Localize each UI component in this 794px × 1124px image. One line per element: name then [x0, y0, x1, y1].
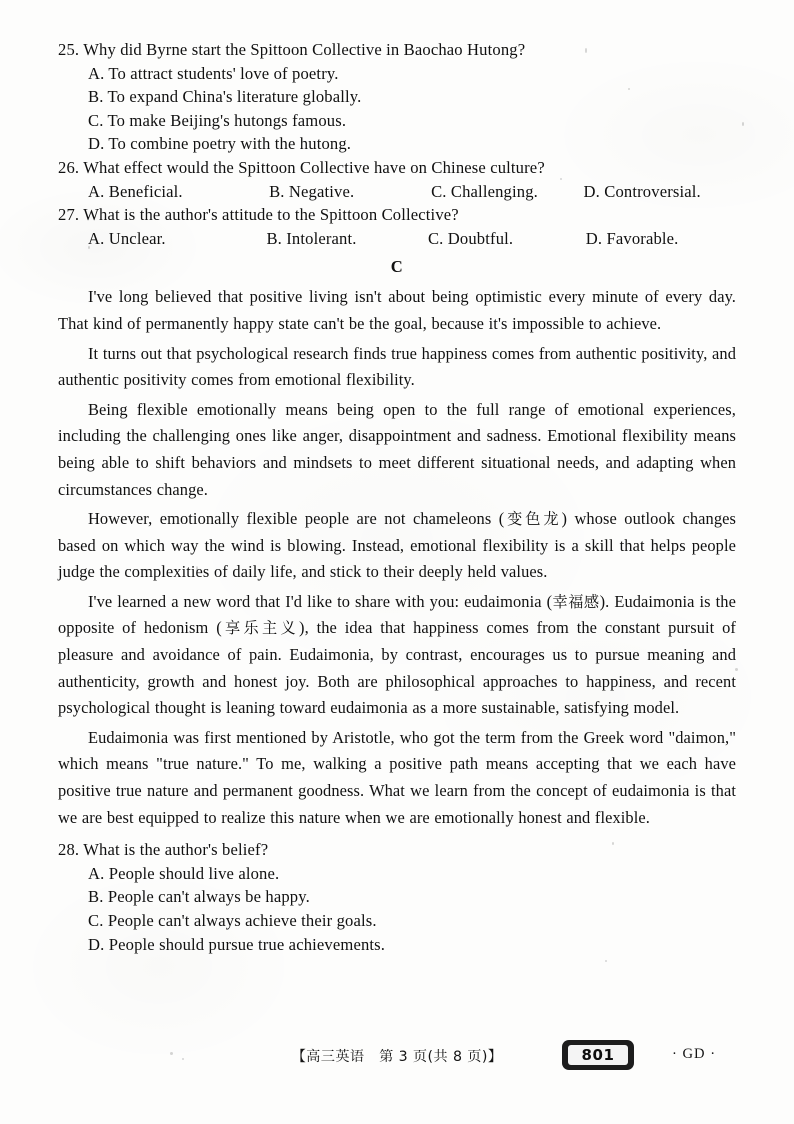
page-code-value: 801 — [568, 1045, 628, 1065]
question-25 — [58, 42, 736, 153]
footer-page-label: 【高三英语 第 3 页(共 8 页)】 — [291, 1049, 503, 1065]
scan-speck — [742, 122, 744, 126]
question-27-option-a[interactable]: A. Unclear. — [88, 228, 166, 248]
question-27-options — [58, 228, 736, 248]
question-27-option-b[interactable]: B. Intolerant. — [266, 228, 357, 248]
question-27-stem: 27. What is the author's attitude to the Spittoon Collective? — [58, 205, 459, 225]
question-26-option-a[interactable]: A. Beneficial. — [88, 181, 183, 201]
passage-paragraph-2: It turns out that psychological research finds true happiness comes from authentic positivity, and authentic positivity comes from emotional flexibility. — [58, 343, 736, 390]
question-28-option-d[interactable]: D. People should pursue true achievements. — [88, 934, 386, 954]
cjk-gloss: 幸福感 — [552, 592, 600, 611]
region-mark: · GD · — [672, 1046, 717, 1062]
cjk-gloss: 变色龙 — [504, 510, 562, 529]
passage-paragraph-1: I've long believed that positive living isn't about being optimistic every minute of every day. That kind of permanently happy state can't be the goal, because it's impossible to achieve. — [58, 287, 736, 333]
question-25-option-a[interactable]: A. To attract students' love of poetry. — [88, 63, 339, 83]
question-28-stem: 28. What is the author's belief? — [58, 840, 269, 860]
question-28-option-a[interactable]: A. People should live alone. — [88, 863, 280, 883]
question-25-stem: 25. Why did Byrne start the Spittoon Collective in Baochao Hutong? — [58, 40, 526, 59]
passage-paragraph-4: However, emotionally flexible people are not chameleons (变色龙) whose outlook changes based on which way the wind is blowing. Instead, emotional flexibility is a skill that helps people judge the complexities of daily life, and stick to their deeply held values. — [58, 509, 736, 582]
question-25-option-c[interactable]: C. To make Beijing's hutongs famous. — [88, 110, 347, 130]
question-27-option-c[interactable]: C. Doubtful. — [427, 228, 514, 248]
question-25-option-d[interactable]: D. To combine poetry with the hutong. — [88, 134, 352, 154]
question-25-option-b[interactable]: B. To expand China's literature globally. — [88, 87, 362, 107]
question-27-option-d[interactable]: D. Favorable. — [585, 228, 679, 248]
question-26 — [58, 157, 736, 201]
section-heading-c: C — [390, 257, 404, 277]
question-28-option-c[interactable]: C. People can't always achieve their goals. — [88, 911, 377, 930]
page-footer — [0, 1046, 794, 1086]
cjk-gloss: 享乐主义 — [221, 619, 300, 638]
passage-paragraph-6: Eudaimonia was first mentioned by Aristotle, who got the term from the Greek word "daimon," which means "true nature." To me, walking a positive path means accepting that we each have positive true nature and permanent goodness. What we learn from the concept of eudaimonia is that we are best equipped to realize this nature when we are emotionally honest and flexible. — [58, 727, 736, 827]
passage-paragraph-5: I've learned a new word that I'd like to share with you: eudaimonia (幸福感). Eudaimonia is the opposite of hedonism (享乐主义), the idea that happiness comes from the constant pursuit of pleasure and avoidance of pain. Eudaimonia, by contrast, encourages us to pursue meaning and authenticity, growth and honest joy. Both are philosophical approaches to happiness, and recent psychological thought is leaning toward eudaimonia as a more sustainable, satisfying model. — [58, 591, 736, 718]
question-26-option-d[interactable]: D. Controversial. — [583, 181, 701, 201]
question-26-option-b[interactable]: B. Negative. — [269, 181, 355, 201]
scan-speck — [605, 960, 607, 962]
page-content — [58, 42, 736, 960]
question-28 — [58, 842, 736, 953]
question-28-option-b[interactable]: B. People can't always be happy. — [88, 887, 310, 907]
question-26-options — [58, 181, 736, 201]
passage-paragraph-3: Being flexible emotionally means being open to the full range of emotional experiences, including the challenging ones like anger, disappointment and sadness. Emotional flexibility means being able to shift behaviors and mindsets to meet different situational needs, and adapting when circumstances change. — [58, 399, 736, 499]
question-27 — [58, 207, 736, 247]
question-26-option-c[interactable]: C. Challenging. — [431, 181, 538, 201]
page-code-badge — [562, 1040, 634, 1070]
question-26-stem: 26. What effect would the Spittoon Collective have on Chinese culture? — [58, 157, 545, 177]
reading-passage — [58, 284, 736, 831]
